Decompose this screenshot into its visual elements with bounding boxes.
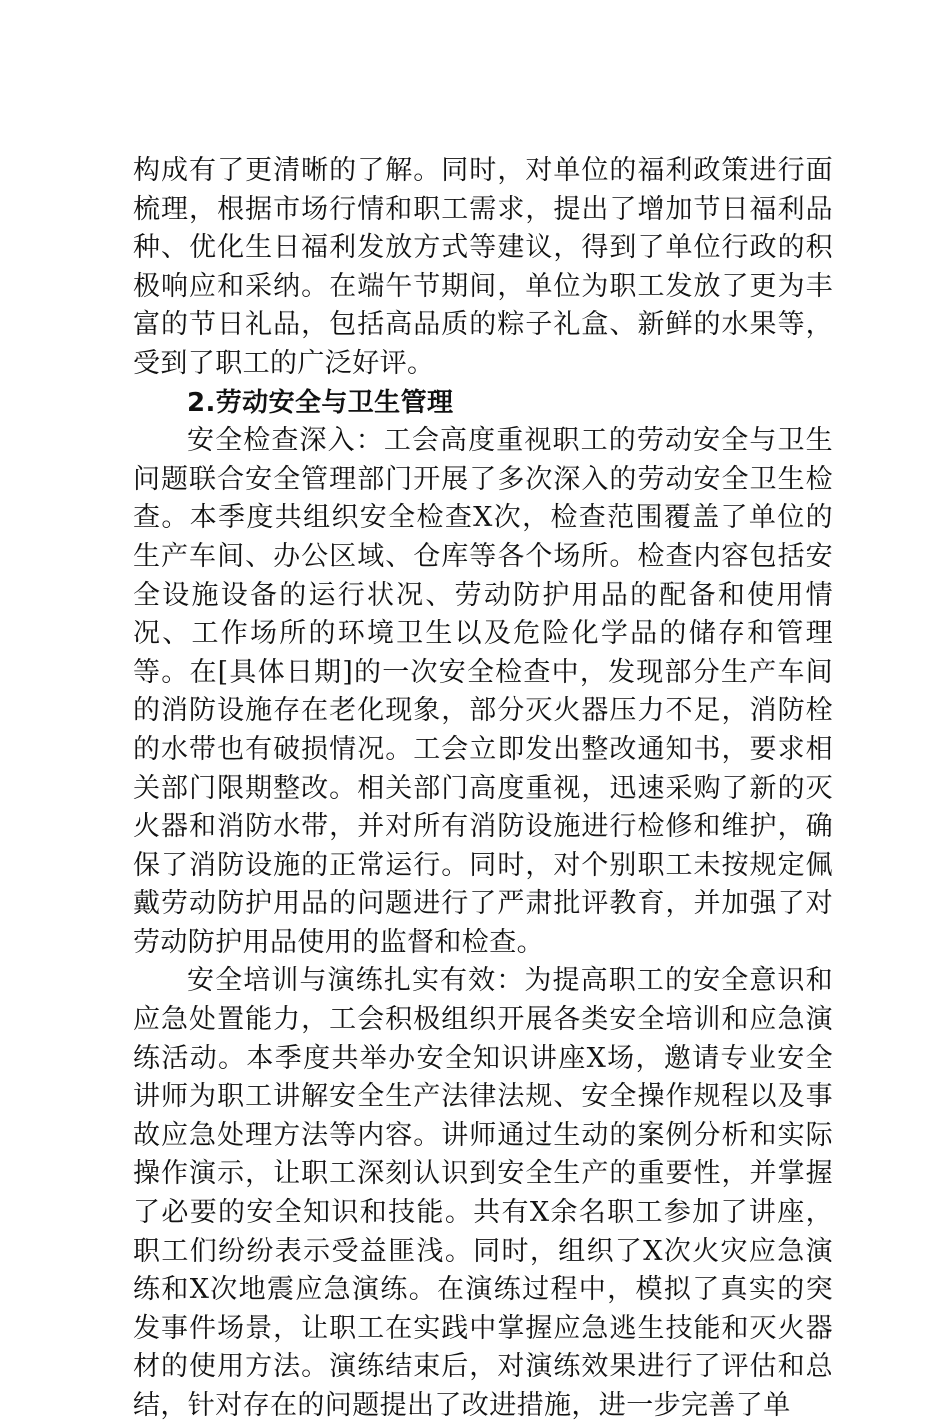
paragraph-safety-training: 安全培训与演练扎实有效：为提高职工的安全意识和应急处置能力，工会积极组织开展各类安全培训和应急演练活动。本季度共举办安全知识讲座X场，邀请专业安全讲师为职工讲解安全生产法律法规、安全操作规程以及事故应急处理方法等内容。讲师通过生动的案例分析和实际操作演示，让职工深刻认识到安全生产的重要性，并掌握了必要的安全知识和技能。共有X余名职工参加了讲座，职工们纷纷表示受益匪浅。同时，组织了X次火灾应急演练和X次地震应急演练。在演练过程中，模拟了真实的突发事件场景，让职工在实践中掌握应急逃生技能和灭火器材的使用方法。演练结束后，对演练效果进行了评估和总结，针对存在的问题提出了改进措施，进一步完善了单 <box>133 965 833 1421</box>
paragraph-welfare-continuation: 构成有了更清晰的了解。同时，对单位的福利政策进行面梳理，根据市场行情和职工需求，提出了增加节日福利品种、优化生日福利发放方式等建议，得到了单位行政的积极响应和采纳。在端午节期间，单位为职工发放了更为丰富的节日礼品，包括高品质的粽子礼盒、新鲜的水果等，受到了职工的广泛好评。 <box>133 155 833 379</box>
document-body <box>133 152 833 1426</box>
paragraph-safety-inspection: 安全检查深入：工会高度重视职工的劳动安全与卫生问题联合安全管理部门开展了多次深入的劳动安全卫生检查。本季度共组织安全检查X次，检查范围覆盖了单位的生产车间、办公区域、仓库等各个场所。检查内容包括安全设施设备的运行状况、劳动防护用品的配备和使用情况、工作场所的环境卫生以及危险化学品的储存和管理等。在[具体日期]的一次安全检查中，发现部分生产车间的消防设施存在老化现象，部分灭火器压力不足，消防栓的水带也有破损情况。工会立即发出整改通知书，要求相关部门限期整改。相关部门高度重视，迅速采购了新的灭火器和消防水带，并对所有消防设施进行检修和维护，确保了消防设施的正常运行。同时，对个别职工未按规定佩戴劳动防护用品的问题进行了严肃批评教育，并加强了对劳动防护用品使用的监督和检查。 <box>133 425 833 958</box>
section-heading: 2.劳动安全与卫生管理 <box>187 387 454 418</box>
